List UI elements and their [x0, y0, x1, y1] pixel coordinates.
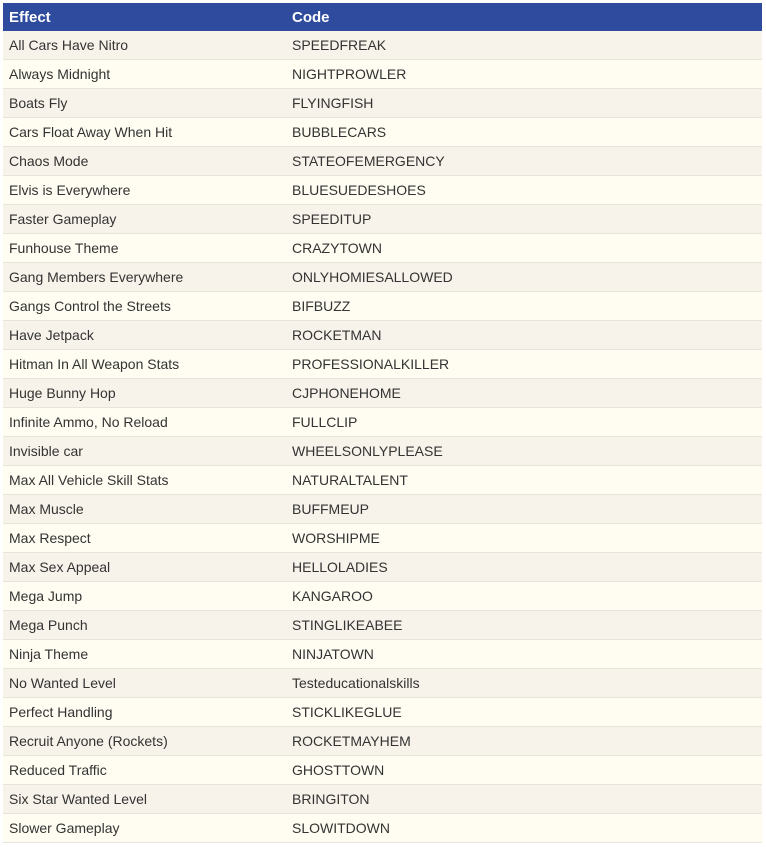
table-row: [3, 582, 762, 611]
code-cell: SPEEDFREAK: [286, 31, 762, 60]
effect-cell: Cars Float Away When Hit: [3, 118, 286, 147]
code-cell: WORSHIPME: [286, 524, 762, 553]
code-cell: BUFFMEUP: [286, 495, 762, 524]
code-cell: STATEOFEMERGENCY: [286, 147, 762, 176]
effect-cell: Funhouse Theme: [3, 234, 286, 263]
code-cell: ROCKETMAYHEM: [286, 727, 762, 756]
effect-cell: Infinite Ammo, No Reload: [3, 408, 286, 437]
cheat-codes-table: [3, 3, 762, 843]
table-row: [3, 727, 762, 756]
effect-cell: Chaos Mode: [3, 147, 286, 176]
table-row: [3, 147, 762, 176]
effect-cell: Gang Members Everywhere: [3, 263, 286, 292]
code-cell: KANGAROO: [286, 582, 762, 611]
effect-cell: Elvis is Everywhere: [3, 176, 286, 205]
table-row: [3, 60, 762, 89]
code-cell: NATURALTALENT: [286, 466, 762, 495]
table-body: [3, 31, 762, 843]
effect-cell: Mega Jump: [3, 582, 286, 611]
table-row: [3, 524, 762, 553]
table-row: [3, 669, 762, 698]
table-row: [3, 234, 762, 263]
table-row: [3, 176, 762, 205]
table-row: [3, 205, 762, 234]
code-cell: BRINGITON: [286, 785, 762, 814]
code-cell: PROFESSIONALKILLER: [286, 350, 762, 379]
table-row: [3, 640, 762, 669]
code-cell: CRAZYTOWN: [286, 234, 762, 263]
effect-cell: Always Midnight: [3, 60, 286, 89]
effect-cell: Ninja Theme: [3, 640, 286, 669]
code-cell: STICKLIKEGLUE: [286, 698, 762, 727]
effect-cell: All Cars Have Nitro: [3, 31, 286, 60]
table-row: [3, 611, 762, 640]
code-cell: BUBBLECARS: [286, 118, 762, 147]
effect-cell: Recruit Anyone (Rockets): [3, 727, 286, 756]
effect-cell: Max Sex Appeal: [3, 553, 286, 582]
code-cell: GHOSTTOWN: [286, 756, 762, 785]
table-row: [3, 350, 762, 379]
table-row: [3, 263, 762, 292]
code-cell: NIGHTPROWLER: [286, 60, 762, 89]
effect-cell: Invisible car: [3, 437, 286, 466]
code-cell: HELLOLADIES: [286, 553, 762, 582]
table-row: [3, 785, 762, 814]
effect-cell: Faster Gameplay: [3, 205, 286, 234]
table-header: [3, 3, 762, 31]
effect-cell: Max Respect: [3, 524, 286, 553]
table-row: [3, 408, 762, 437]
code-cell: FULLCLIP: [286, 408, 762, 437]
effect-cell: Have Jetpack: [3, 321, 286, 350]
effect-cell: Huge Bunny Hop: [3, 379, 286, 408]
effect-column-header: Effect: [3, 3, 286, 31]
effect-cell: No Wanted Level: [3, 669, 286, 698]
code-cell: WHEELSONLYPLEASE: [286, 437, 762, 466]
code-column-header: Code: [286, 3, 762, 31]
table-row: [3, 321, 762, 350]
table-row: [3, 31, 762, 60]
code-cell: ROCKETMAN: [286, 321, 762, 350]
effect-cell: Max Muscle: [3, 495, 286, 524]
table-row: [3, 756, 762, 785]
code-cell: BIFBUZZ: [286, 292, 762, 321]
code-cell: BLUESUEDESHOES: [286, 176, 762, 205]
code-cell: CJPHONEHOME: [286, 379, 762, 408]
effect-cell: Slower Gameplay: [3, 814, 286, 843]
table-row: [3, 379, 762, 408]
effect-cell: Hitman In All Weapon Stats: [3, 350, 286, 379]
effect-cell: Gangs Control the Streets: [3, 292, 286, 321]
table-row: [3, 553, 762, 582]
code-cell: ONLYHOMIESALLOWED: [286, 263, 762, 292]
code-cell: SPEEDITUP: [286, 205, 762, 234]
code-cell: STINGLIKEABEE: [286, 611, 762, 640]
effect-cell: Reduced Traffic: [3, 756, 286, 785]
code-cell: SLOWITDOWN: [286, 814, 762, 843]
effect-cell: Max All Vehicle Skill Stats: [3, 466, 286, 495]
code-cell: NINJATOWN: [286, 640, 762, 669]
table-row: [3, 495, 762, 524]
header-row: [3, 3, 762, 31]
table-row: [3, 89, 762, 118]
table-row: [3, 437, 762, 466]
table-row: [3, 118, 762, 147]
table-row: [3, 814, 762, 843]
effect-cell: Boats Fly: [3, 89, 286, 118]
code-cell: FLYINGFISH: [286, 89, 762, 118]
table-row: [3, 466, 762, 495]
effect-cell: Perfect Handling: [3, 698, 286, 727]
table-row: [3, 292, 762, 321]
cheat-table-container: [3, 3, 762, 843]
effect-cell: Six Star Wanted Level: [3, 785, 286, 814]
effect-cell: Mega Punch: [3, 611, 286, 640]
table-row: [3, 698, 762, 727]
code-cell: Testeducationalskills: [286, 669, 762, 698]
